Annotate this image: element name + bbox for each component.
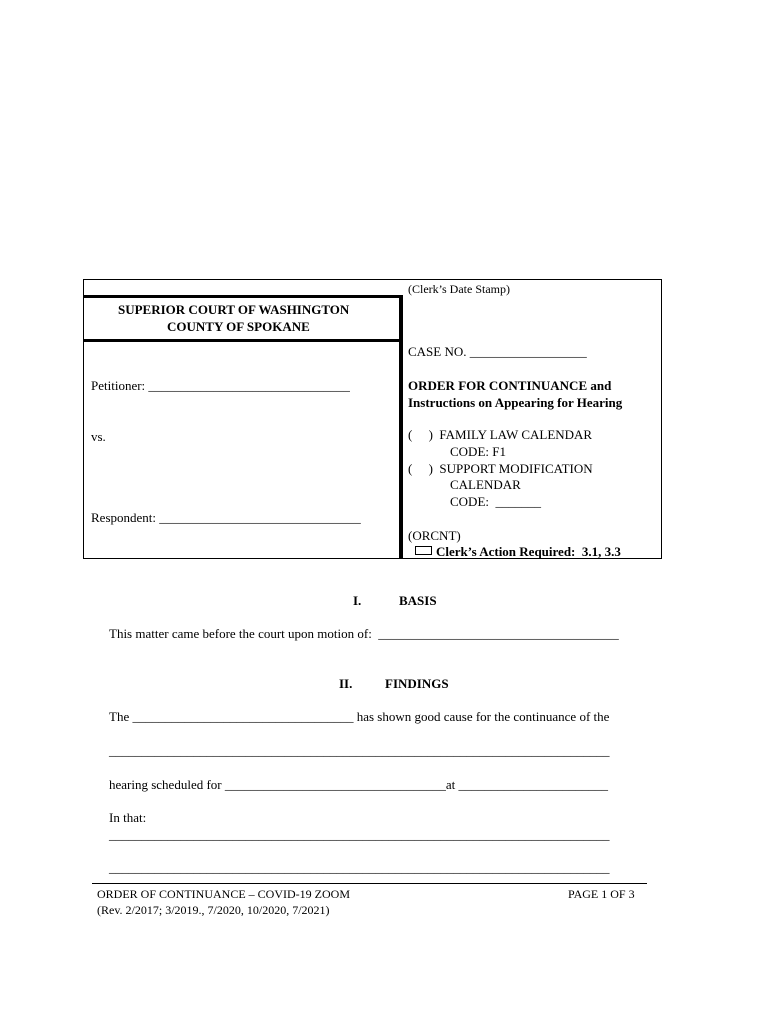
case-number-field[interactable]: CASE NO. __________________: [408, 344, 587, 359]
orcnt-label: (ORCNT): [408, 528, 461, 543]
caption-thick-rule-top: [84, 295, 403, 298]
basis-section-number: I.: [353, 593, 362, 608]
findings-blank-line[interactable]: _____________________________________________________________________________: [109, 743, 610, 758]
clerk-date-stamp-label: (Clerk’s Date Stamp): [408, 282, 510, 296]
caption-vertical-divider: [399, 295, 403, 558]
in-that-label: In that:: [109, 810, 147, 825]
support-modification-option[interactable]: ( ) SUPPORT MODIFICATION: [408, 461, 593, 476]
basis-section-title: BASIS: [399, 593, 437, 608]
order-title-line1: ORDER FOR CONTINUANCE and: [408, 378, 612, 393]
footer-page-number: PAGE 1 OF 3: [568, 887, 635, 901]
order-title-line2: Instructions on Appearing for Hearing: [408, 395, 623, 410]
clerk-action-checkbox[interactable]: [415, 546, 432, 555]
respondent-field[interactable]: Respondent: _______________________________: [91, 510, 361, 525]
findings-section-number: II.: [339, 676, 353, 691]
court-name-line2: COUNTY OF SPOKANE: [167, 319, 310, 334]
in-that-blank-line-1[interactable]: _____________________________________________________________________________: [109, 827, 610, 842]
caption-thick-rule-middle: [84, 339, 403, 342]
basis-motion-line[interactable]: This matter came before the court upon motion of: _____________________________________: [109, 626, 619, 641]
footer-rule: [92, 883, 647, 884]
hearing-scheduled-line[interactable]: hearing scheduled for __________________________________at _______________________: [109, 777, 609, 792]
family-law-code: CODE: F1: [450, 444, 506, 459]
findings-section-title: FINDINGS: [385, 676, 449, 691]
support-modification-code[interactable]: CODE: _______: [450, 494, 541, 509]
in-that-blank-line-2[interactable]: _____________________________________________________________________________: [109, 860, 610, 875]
clerk-action-label: Clerk’s Action Required: 3.1, 3.3: [436, 544, 621, 559]
family-law-calendar-option[interactable]: ( ) FAMILY LAW CALENDAR: [408, 427, 593, 442]
findings-good-cause-line[interactable]: The __________________________________ has shown good cause for the continuance of the: [109, 709, 610, 724]
petitioner-field[interactable]: Petitioner: _______________________________: [91, 378, 350, 393]
footer-form-title: ORDER OF CONTINUANCE – COVID-19 ZOOM: [97, 887, 350, 901]
footer-revision: (Rev. 2/2017; 3/2019., 7/2020, 10/2020, 7/2021): [97, 903, 330, 917]
vs-label: vs.: [91, 429, 106, 444]
court-name-line1: SUPERIOR COURT OF WASHINGTON: [118, 302, 350, 317]
support-modification-calendar: CALENDAR: [450, 477, 521, 492]
